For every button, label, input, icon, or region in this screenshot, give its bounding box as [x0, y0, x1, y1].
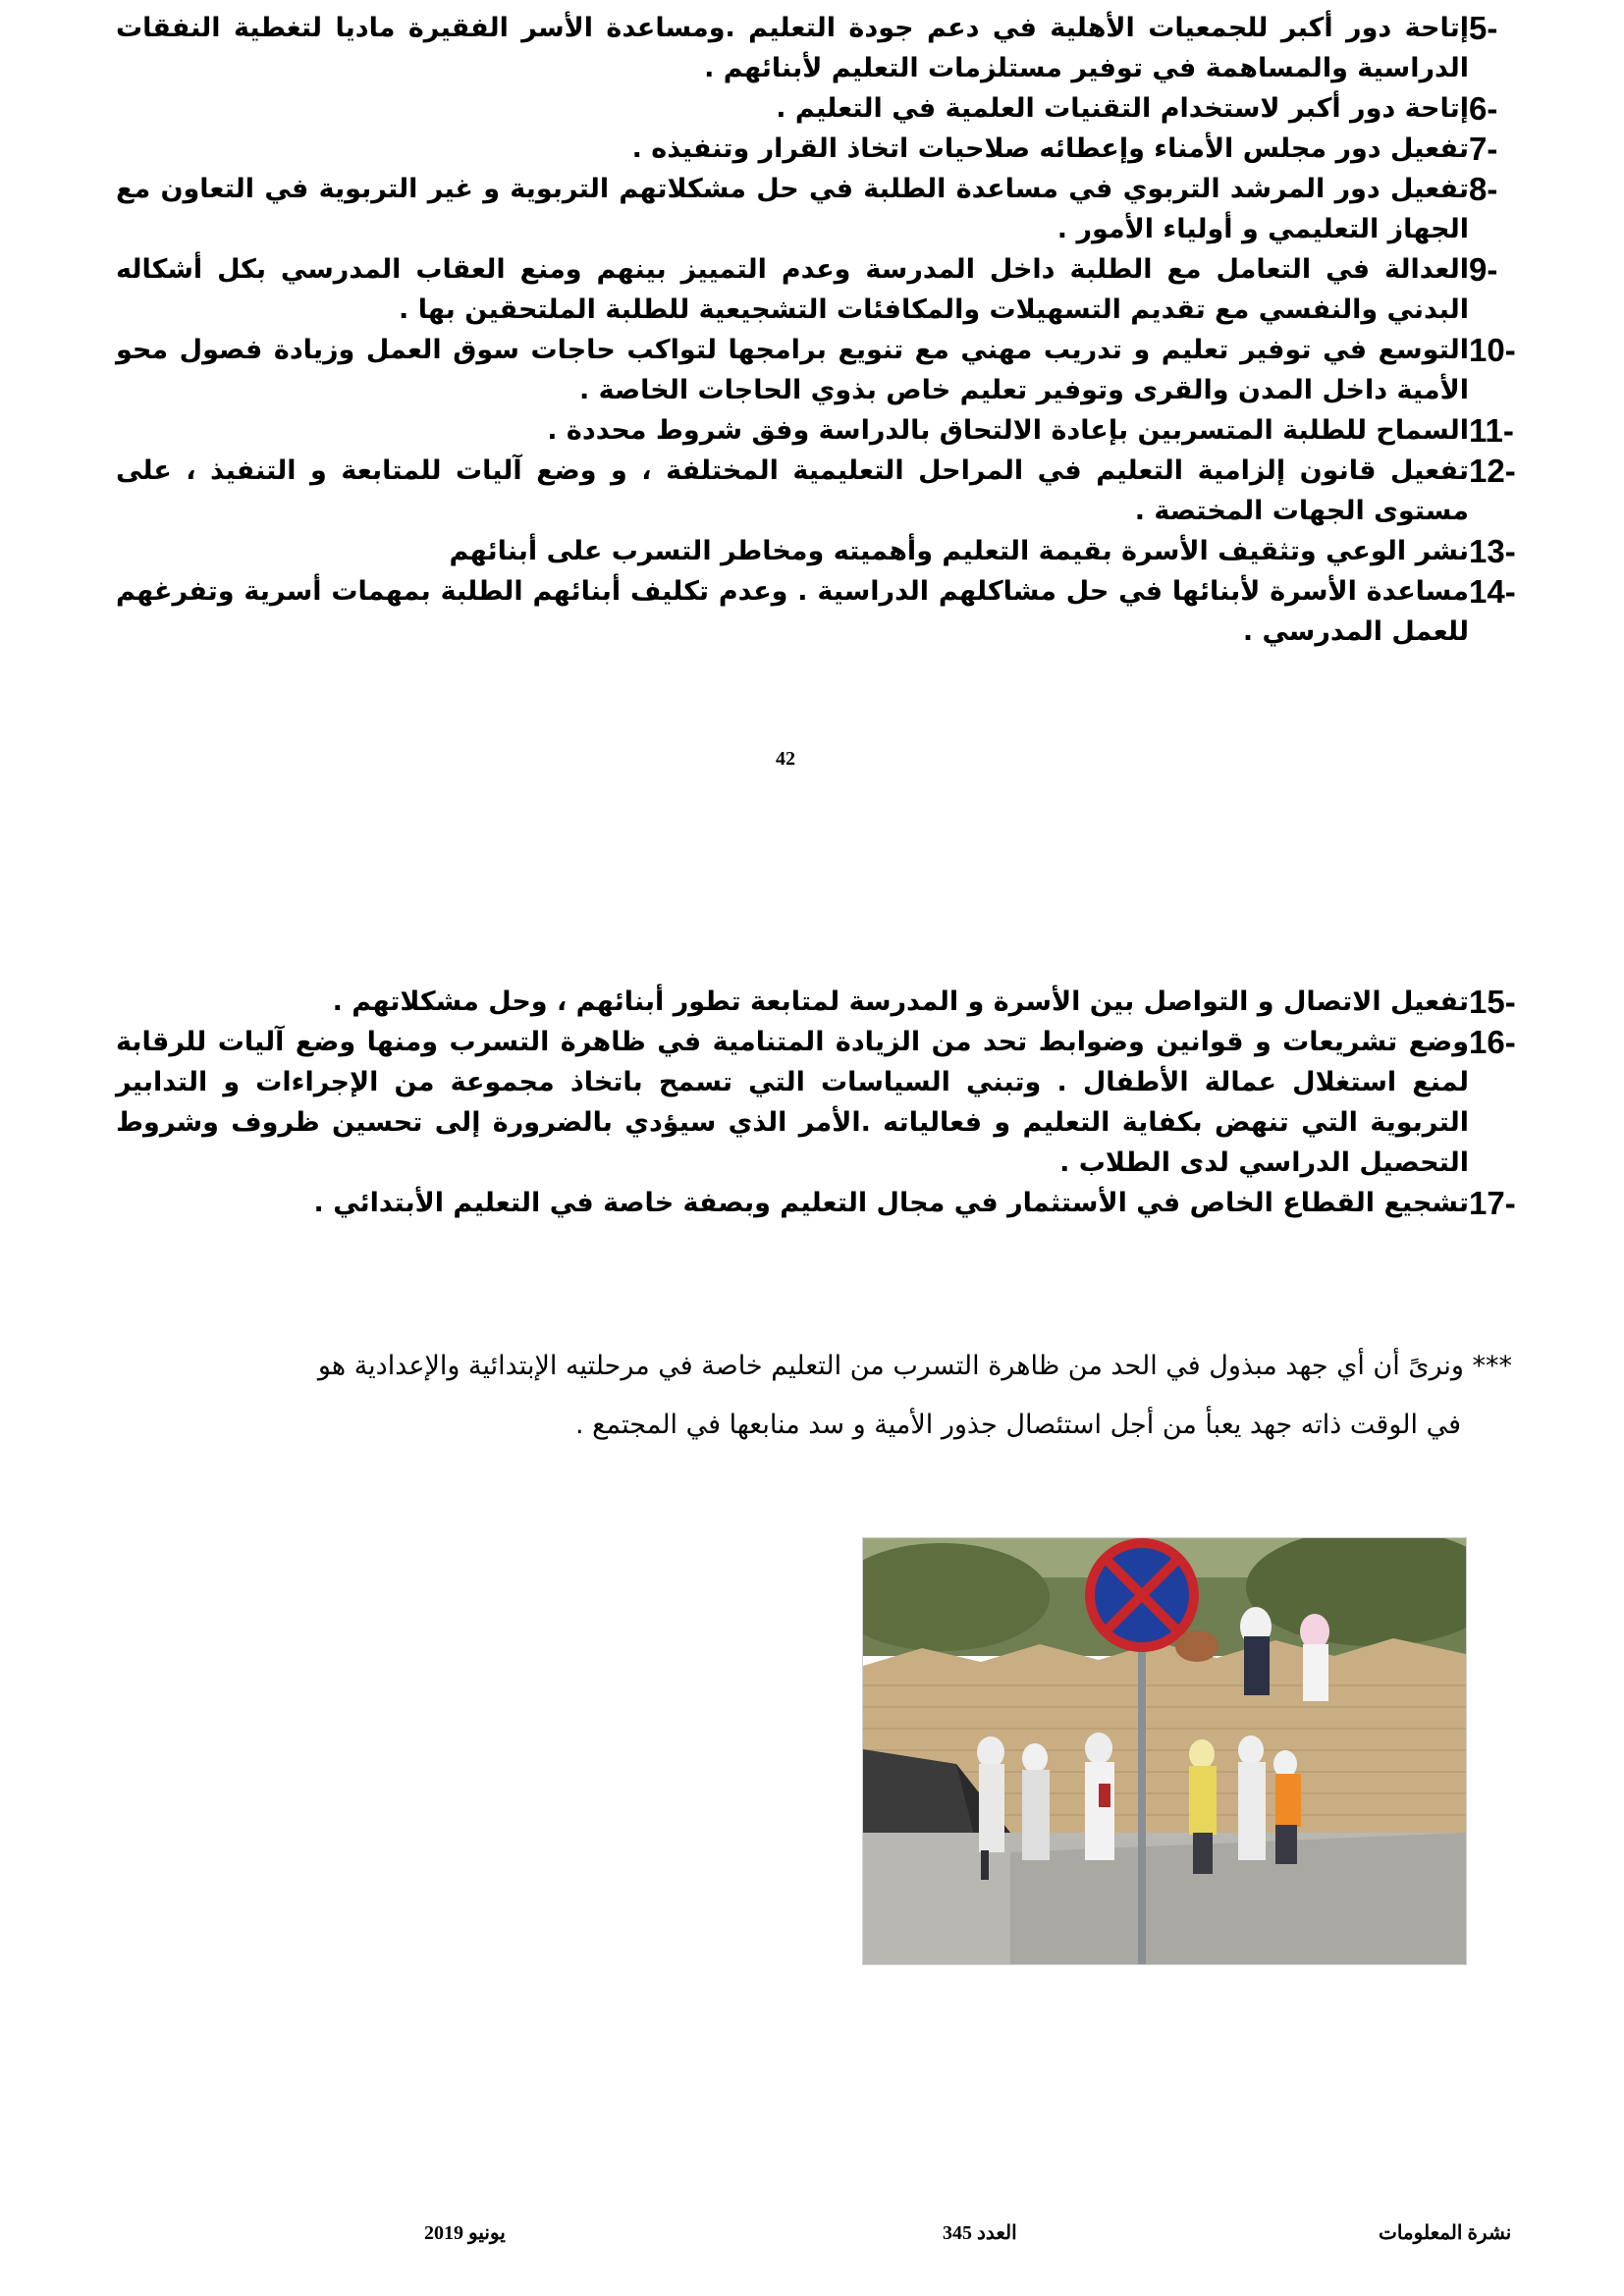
list-item-text: تفعيل دور المرشد التربوي في مساعدة الطلبة في حل مشكلاتهم التربوية و غير التربوية في التعاون مع الجهاز التعليمي و أولياء الأمور . [116, 174, 1469, 244]
list-item-text: التوسع في توفير تعليم و تدريب مهني مع تنويع برامجها لتواكب حاجات سوق العمل وزيادة فصول محو الأمية داخل المدن والقرى وتوفير تعليم خاص بذوي الحاجات الخاصة . [116, 335, 1469, 405]
list-item [116, 571, 1532, 652]
list-item [116, 129, 1532, 169]
list-item-text: وضع تشريعات و قوانين وضوابط تحد من الزيادة المتنامية في ظاهرة التسرب ومنها وضع آليات للرقابة لمنع استغلال عمالة الأطفال . وتبني السياسات التي تسمح باتخاذ مجموعة من الإجراءات و التدابير التربوية التي تنهض بكفاية التعليم و فعالياته .الأمر الذي سيؤدي بالضرورة إلى تحسين ظروف وشروط التحصيل الدراسي لدى الطلاب . [116, 1027, 1469, 1178]
closing-note-line-1: *** ونرىً أن أي جهد مبذول في الحد من ظاهرة التسرب من التعليم خاصة في مرحلتيه الإبتدائية والإعدادية هو [317, 1351, 1512, 1381]
list-item-text: إتاحة دور أكبر للجمعيات الأهلية في دعم جودة التعليم .ومساعدة الأسر الفقيرة ماديا لتغطية النفقات الدراسية والمساهمة في توفير مستلزمات التعليم لأبنائهم . [116, 13, 1469, 83]
list-item [116, 169, 1532, 249]
list-item-number: 11- [1469, 412, 1514, 449]
list-item-number: 13- [1469, 533, 1516, 569]
list-item-text: نشر الوعي وتثقيف الأسرة بقيمة التعليم وأهميته ومخاطر التسرب على أبنائهم [449, 536, 1469, 566]
footer-issue: العدد 345 [943, 2222, 1017, 2244]
students-climbing-wall-photo [862, 1537, 1467, 1965]
list-item-text: تفعيل قانون إلزامية التعليم في المراحل التعليمية المختلفة ، و وضع آليات للمتابعة و التنفيذ ، على مستوى الجهات المختصة . [116, 455, 1469, 526]
list-item-number: 14- [1469, 573, 1516, 610]
list-item-number: 15- [1469, 984, 1516, 1020]
list-item-number: 16- [1469, 1024, 1516, 1060]
list-item-number: 5- [1469, 10, 1498, 46]
closing-note-line-2: في الوقت ذاته جهد يعبأ من أجل استئصال جذور الأمية و سد منابعها في المجتمع . [574, 1410, 1461, 1440]
list-item-text: مساعدة الأسرة لأبنائها في حل مشاكلهم الدراسية . وعدم تكليف أبنائهم الطلبة بمهمات أسرية وتفرغهم للعمل المدرسي . [116, 576, 1469, 647]
recommendations-list-part-1 [116, 8, 1532, 652]
list-item-text: تفعيل دور مجلس الأمناء وإعطائه صلاحيات اتخاذ القرار وتنفيذه . [631, 133, 1469, 164]
footer-publication: نشرة المعلومات [1379, 2222, 1512, 2244]
list-item-number: 12- [1469, 453, 1516, 489]
page-number: 42 [776, 748, 795, 770]
list-item-number: 8- [1469, 171, 1498, 207]
list-item [116, 1183, 1532, 1223]
list-item [116, 410, 1532, 451]
list-item [116, 249, 1532, 330]
list-item [116, 88, 1532, 129]
list-item [116, 8, 1532, 88]
closing-note [137, 1337, 1512, 1455]
list-item-text: تفعيل الاتصال و التواصل بين الأسرة و المدرسة لمتابعة تطور أبنائهم ، وحل مشكلاتهم . [332, 987, 1469, 1017]
list-item [116, 531, 1532, 571]
list-item-text: السماح للطلبة المتسربين بإعادة الالتحاق بالدراسة وفق شروط محددة . [547, 415, 1469, 446]
list-item-text: تشجيع القطاع الخاص في الأستثمار في مجال التعليم وبصفة خاصة في التعليم الأبتدائي . [313, 1188, 1469, 1218]
list-item-number: 10- [1469, 332, 1516, 368]
list-item [116, 1022, 1532, 1183]
list-item-text: العدالة في التعامل مع الطلبة داخل المدرسة وعدم التمييز بينهم ومنع العقاب المدرسي بكل أشكاله البدني والنفسي مع تقديم التسهيلات والمكافئات التشجيعية للطلبة الملتحقين بها . [116, 254, 1469, 325]
list-item [116, 451, 1532, 531]
list-item-number: 6- [1469, 90, 1498, 127]
list-item-text: إتاحة دور أكبر لاستخدام التقنيات العلمية في التعليم . [776, 93, 1469, 124]
list-item [116, 982, 1532, 1022]
recommendations-list-part-2 [116, 982, 1532, 1223]
list-item-number: 17- [1469, 1185, 1516, 1221]
list-item [116, 330, 1532, 410]
footer-date: يونيو 2019 [424, 2222, 506, 2244]
list-item-number: 9- [1469, 251, 1498, 288]
list-item-number: 7- [1469, 131, 1498, 167]
